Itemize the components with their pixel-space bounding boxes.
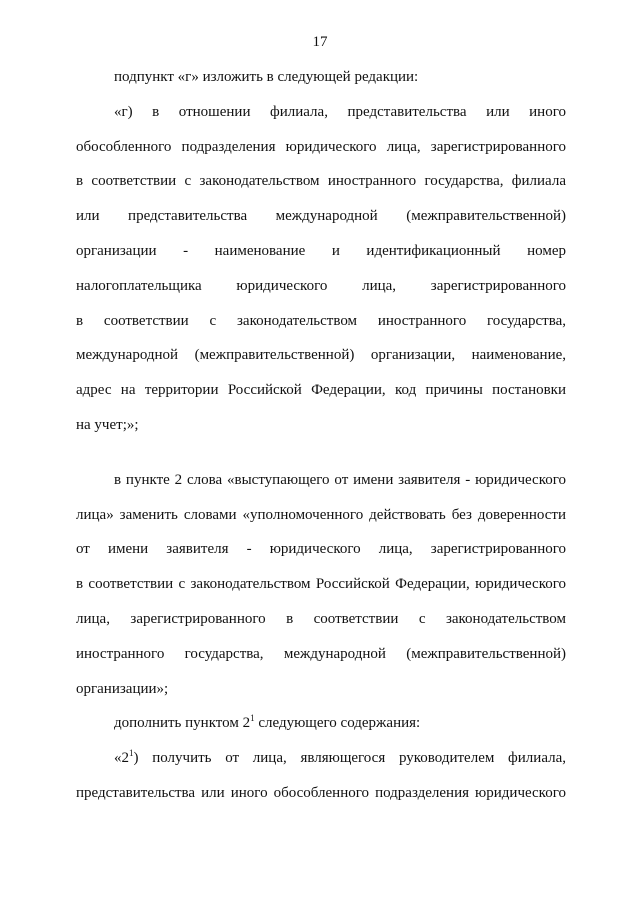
- text-line: организации - наименование и идентификационный номер: [76, 242, 566, 259]
- text-line: от имени заявителя - юридического лица, зарегистрированного: [76, 541, 566, 558]
- text-line: «г) в отношении филиала, представительства или иного: [114, 103, 566, 120]
- paragraph-point-2-1: [76, 741, 566, 811]
- text-line: международной (межправительственной) организации, наименование,: [76, 347, 566, 364]
- text-line: в соответствии с законодательством Российской Федерации, юридического: [76, 576, 566, 593]
- superscript: 1: [129, 748, 134, 759]
- text-line: в соответствии с законодательством иностранного государства,: [76, 312, 566, 329]
- text-line: обособленного подразделения юридического лица, зарегистрированного: [76, 138, 566, 155]
- text-line: лица» заменить словами «уполномоченного действовать без доверенности: [76, 506, 566, 523]
- text-line: иностранного государства, международной (межправительственной): [76, 645, 566, 662]
- text-fragment: ) получить от лица, являющегося руководителем филиала,: [133, 750, 566, 767]
- text-fragment: следующего содержания:: [254, 715, 421, 732]
- text-line: [76, 741, 566, 776]
- paragraph-subpoint-g: [76, 95, 566, 443]
- text-line: представительства или иного обособленного подразделения юридического: [76, 784, 566, 801]
- text-line: или представительства международной (межправительственной): [76, 208, 566, 225]
- text-fragment: дополнить пунктом 2: [114, 715, 251, 732]
- text-fragment: «2: [114, 750, 129, 767]
- paragraph-intro: подпункт «г» изложить в следующей редакции:: [114, 69, 419, 85]
- text-line: организации»;: [76, 680, 169, 697]
- text-line: лица, зарегистрированного в соответствии с законодательством: [76, 610, 566, 627]
- superscript: 1: [250, 713, 255, 724]
- text-line: в пункте 2 слова «выступающего от имени заявителя - юридического: [114, 471, 566, 488]
- paragraph-add-point: [76, 706, 566, 741]
- paragraph-point-2: [76, 463, 566, 707]
- text-line: налогоплательщика юридического лица, зарегистрированного: [76, 277, 566, 294]
- document-body: [76, 60, 566, 811]
- text-line: в соответствии с законодательством иностранного государства, филиала: [76, 173, 566, 190]
- page-number: 17: [312, 34, 328, 50]
- text-line: на учет;»;: [76, 416, 139, 433]
- text-line: адрес на территории Российской Федерации, код причины постановки: [76, 382, 566, 399]
